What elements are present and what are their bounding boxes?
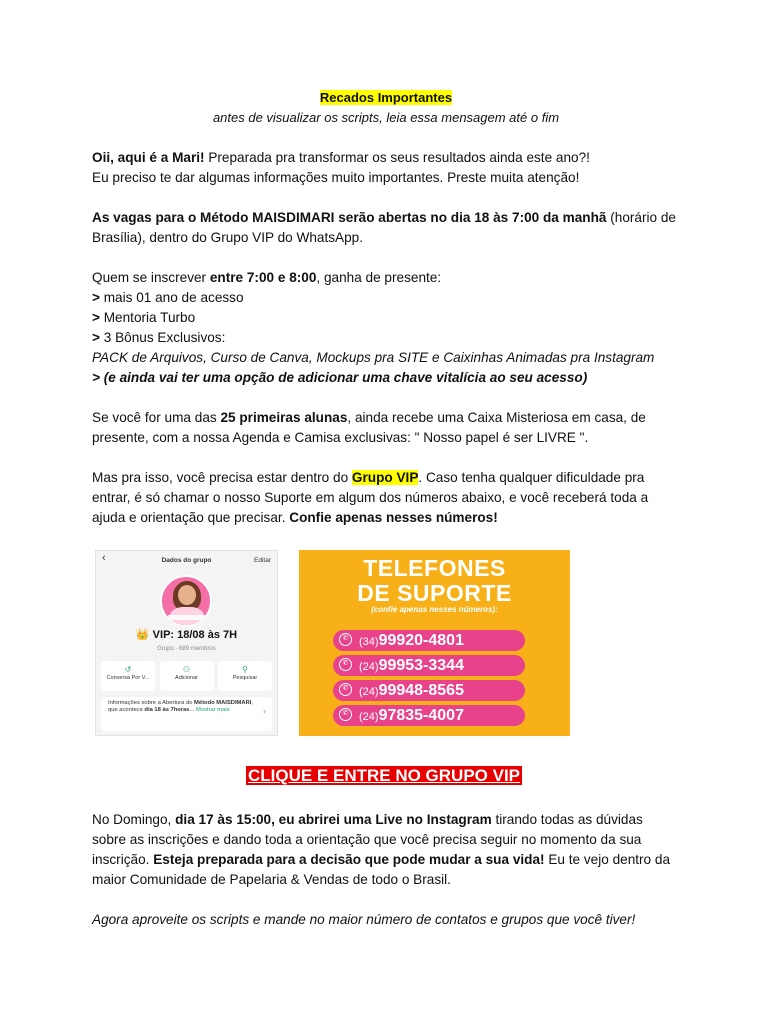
phone-edit: Editar [254,557,271,564]
action-pesquisar [218,661,272,691]
phone-pill [333,680,525,701]
phone-pill [333,705,525,726]
whatsapp-icon: ✆ [339,683,352,696]
action-conversa [101,661,155,691]
avatar [160,575,212,627]
add-user-icon: ⚇ [182,665,191,674]
whatsapp-icon: ✆ [339,633,352,646]
intro-line-1 [92,148,680,168]
action-label: Conversa Por V... [106,675,150,681]
whatsapp-icon: ✆ [339,658,352,671]
phone-ddd: (24) [359,686,379,698]
vagas-rest: (horário de Brasília), dentro do Grupo VIP do WhatsApp. [92,210,676,245]
bonus-pack-text: PACK de Arquivos, Curso de Canva, Mockups pra SITE e Caixinhas Animadas pra Instagram [92,350,655,365]
show-more-link: Mostrar mais [196,707,230,713]
phone-number: 97835-4007 [378,707,464,724]
live-post: Eu te vejo dentro da maior Comunidade de Papelaria & Vendas de todo o Brasil. [92,852,671,887]
bonus-pre: Quem se inscrever [92,270,210,285]
search-icon: ⚲ [242,665,248,674]
chat-icon: ↺ [124,665,132,674]
poster-title-2: DE SUPORTE [357,580,512,606]
live-pre: No Domingo, [92,812,176,827]
grupo-bold: Confie apenas nesses números! [289,510,498,525]
primeiras-bold: 25 primeiras alunas [220,410,348,425]
phone-ddd: (34) [359,636,379,648]
message-body [92,88,680,528]
primeiras-pre: Se você for uma das [92,410,221,425]
bonus-item [92,288,680,308]
bonus-item-text: Mentoria Turbo [99,310,196,325]
vagas-paragraph [92,208,680,248]
cta-row [0,765,768,787]
phone-pill [333,630,525,651]
bonus-item-text: mais 01 ano de acesso [99,290,244,305]
info-pre: Informações sobre a Abertura do [108,700,195,706]
support-images [95,550,570,736]
page-subtitle: antes de visualizar os scripts, leia essa mensagem até o fim [212,110,560,125]
whatsapp-group-screenshot [95,550,278,736]
phone-ddd: (24) [359,661,379,673]
action-label: Pesquisar [232,675,258,681]
grupo-post: . Caso tenha qualquer dificuldade pra entrar, é só chamar o nosso Suporte em algum dos números abaixo, e você receberá toda a ajuda e orientação que precisar. [92,470,649,525]
vagas-bold: As vagas para o Método MAISDIMARI serão abertas no dia 18 às 7:00 da manhã [92,210,607,225]
group-description [101,697,272,731]
info-mid: , que acontece [108,700,253,713]
bonus-pack [92,348,680,368]
chevron-right-icon: › [263,706,266,716]
greeting: Oii, aqui é a Mari! [92,150,205,165]
poster-title-1: TELEFONES [363,555,506,581]
phone-number: 99920-4801 [378,632,464,649]
group-actions [101,661,272,691]
intro-line-2: Eu preciso te dar algumas informações muito importantes. Preste muita atenção! [92,170,580,185]
primeiras-paragraph [92,408,680,448]
bonus-item-text: 3 Bônus Exclusivos: [99,330,226,345]
support-phones-poster [299,550,570,736]
title-line [92,88,680,108]
group-members: Grupo · 689 membros [157,646,216,652]
intro-rest: Preparada pra transformar os seus resultados ainda este ano?! [204,150,590,165]
live-bold-2: Esteja preparada para a decisão que pode mudar a sua vida! [153,852,545,867]
phone-title: Dados do grupo [161,557,212,564]
whatsapp-icon: ✆ [339,708,352,721]
bullet-marker: > [92,290,100,305]
phone-topbar [102,554,271,566]
bonus-extra-text: > (e ainda vai ter uma opção de adicionar uma chave vitalícia ao seu acesso) [92,370,588,385]
bonus-intro [92,268,680,288]
action-label: Adicionar [175,675,198,681]
phone-ddd: (24) [359,711,379,723]
phone-pill [333,655,525,676]
primeiras-post: , ainda recebe uma Caixa Misteriosa em casa, de presente, com a nossa Agenda e Camisa exclusivas: " Nosso papel é ser LIVRE ". [92,410,646,445]
action-adicionar [160,661,214,691]
bonus-post: , ganha de presente: [316,270,442,285]
group-name: 👑 VIP: 18/08 às 7H [135,629,238,641]
bullet-marker: > [92,330,100,345]
live-bold-1: dia 17 às 15:00, eu abrirei uma Live no Instagram [175,812,492,827]
bonus-extra [92,368,680,388]
back-chevron-icon: ‹ [102,552,106,564]
info-post: ... [189,707,195,713]
message-footer [92,810,680,930]
phone-number: 99948-8565 [378,682,464,699]
phone-number: 99953-3344 [378,657,464,674]
grupo-paragraph [92,468,680,528]
join-vip-group-link[interactable]: CLIQUE E ENTRE NO GRUPO VIP [247,766,521,785]
bonus-item [92,328,680,348]
live-mid: tirando todas as dúvidas sobre as inscrições e dando toda a orientação que você precisa seguir no momento da sua inscrição. [92,812,643,867]
closing-text: Agora aproveite os scripts e mande no maior número de contatos e grupos que você tiver! [92,912,636,927]
live-paragraph [92,810,680,890]
page-title: Recados Importantes [319,90,453,105]
grupo-vip-highlight: Grupo VIP [351,470,419,485]
info-bold-2: dia 18 às 7horas [144,707,190,713]
bonus-time: entre 7:00 e 8:00 [209,270,317,285]
bonus-item [92,308,680,328]
bullet-marker: > [92,310,100,325]
closing-line [92,910,680,930]
info-bold-1: Método MAISDIMARI [194,700,252,706]
grupo-pre: Mas pra isso, você precisa estar dentro do [92,470,352,485]
poster-note: (confie apenas nesses números): [371,605,498,614]
